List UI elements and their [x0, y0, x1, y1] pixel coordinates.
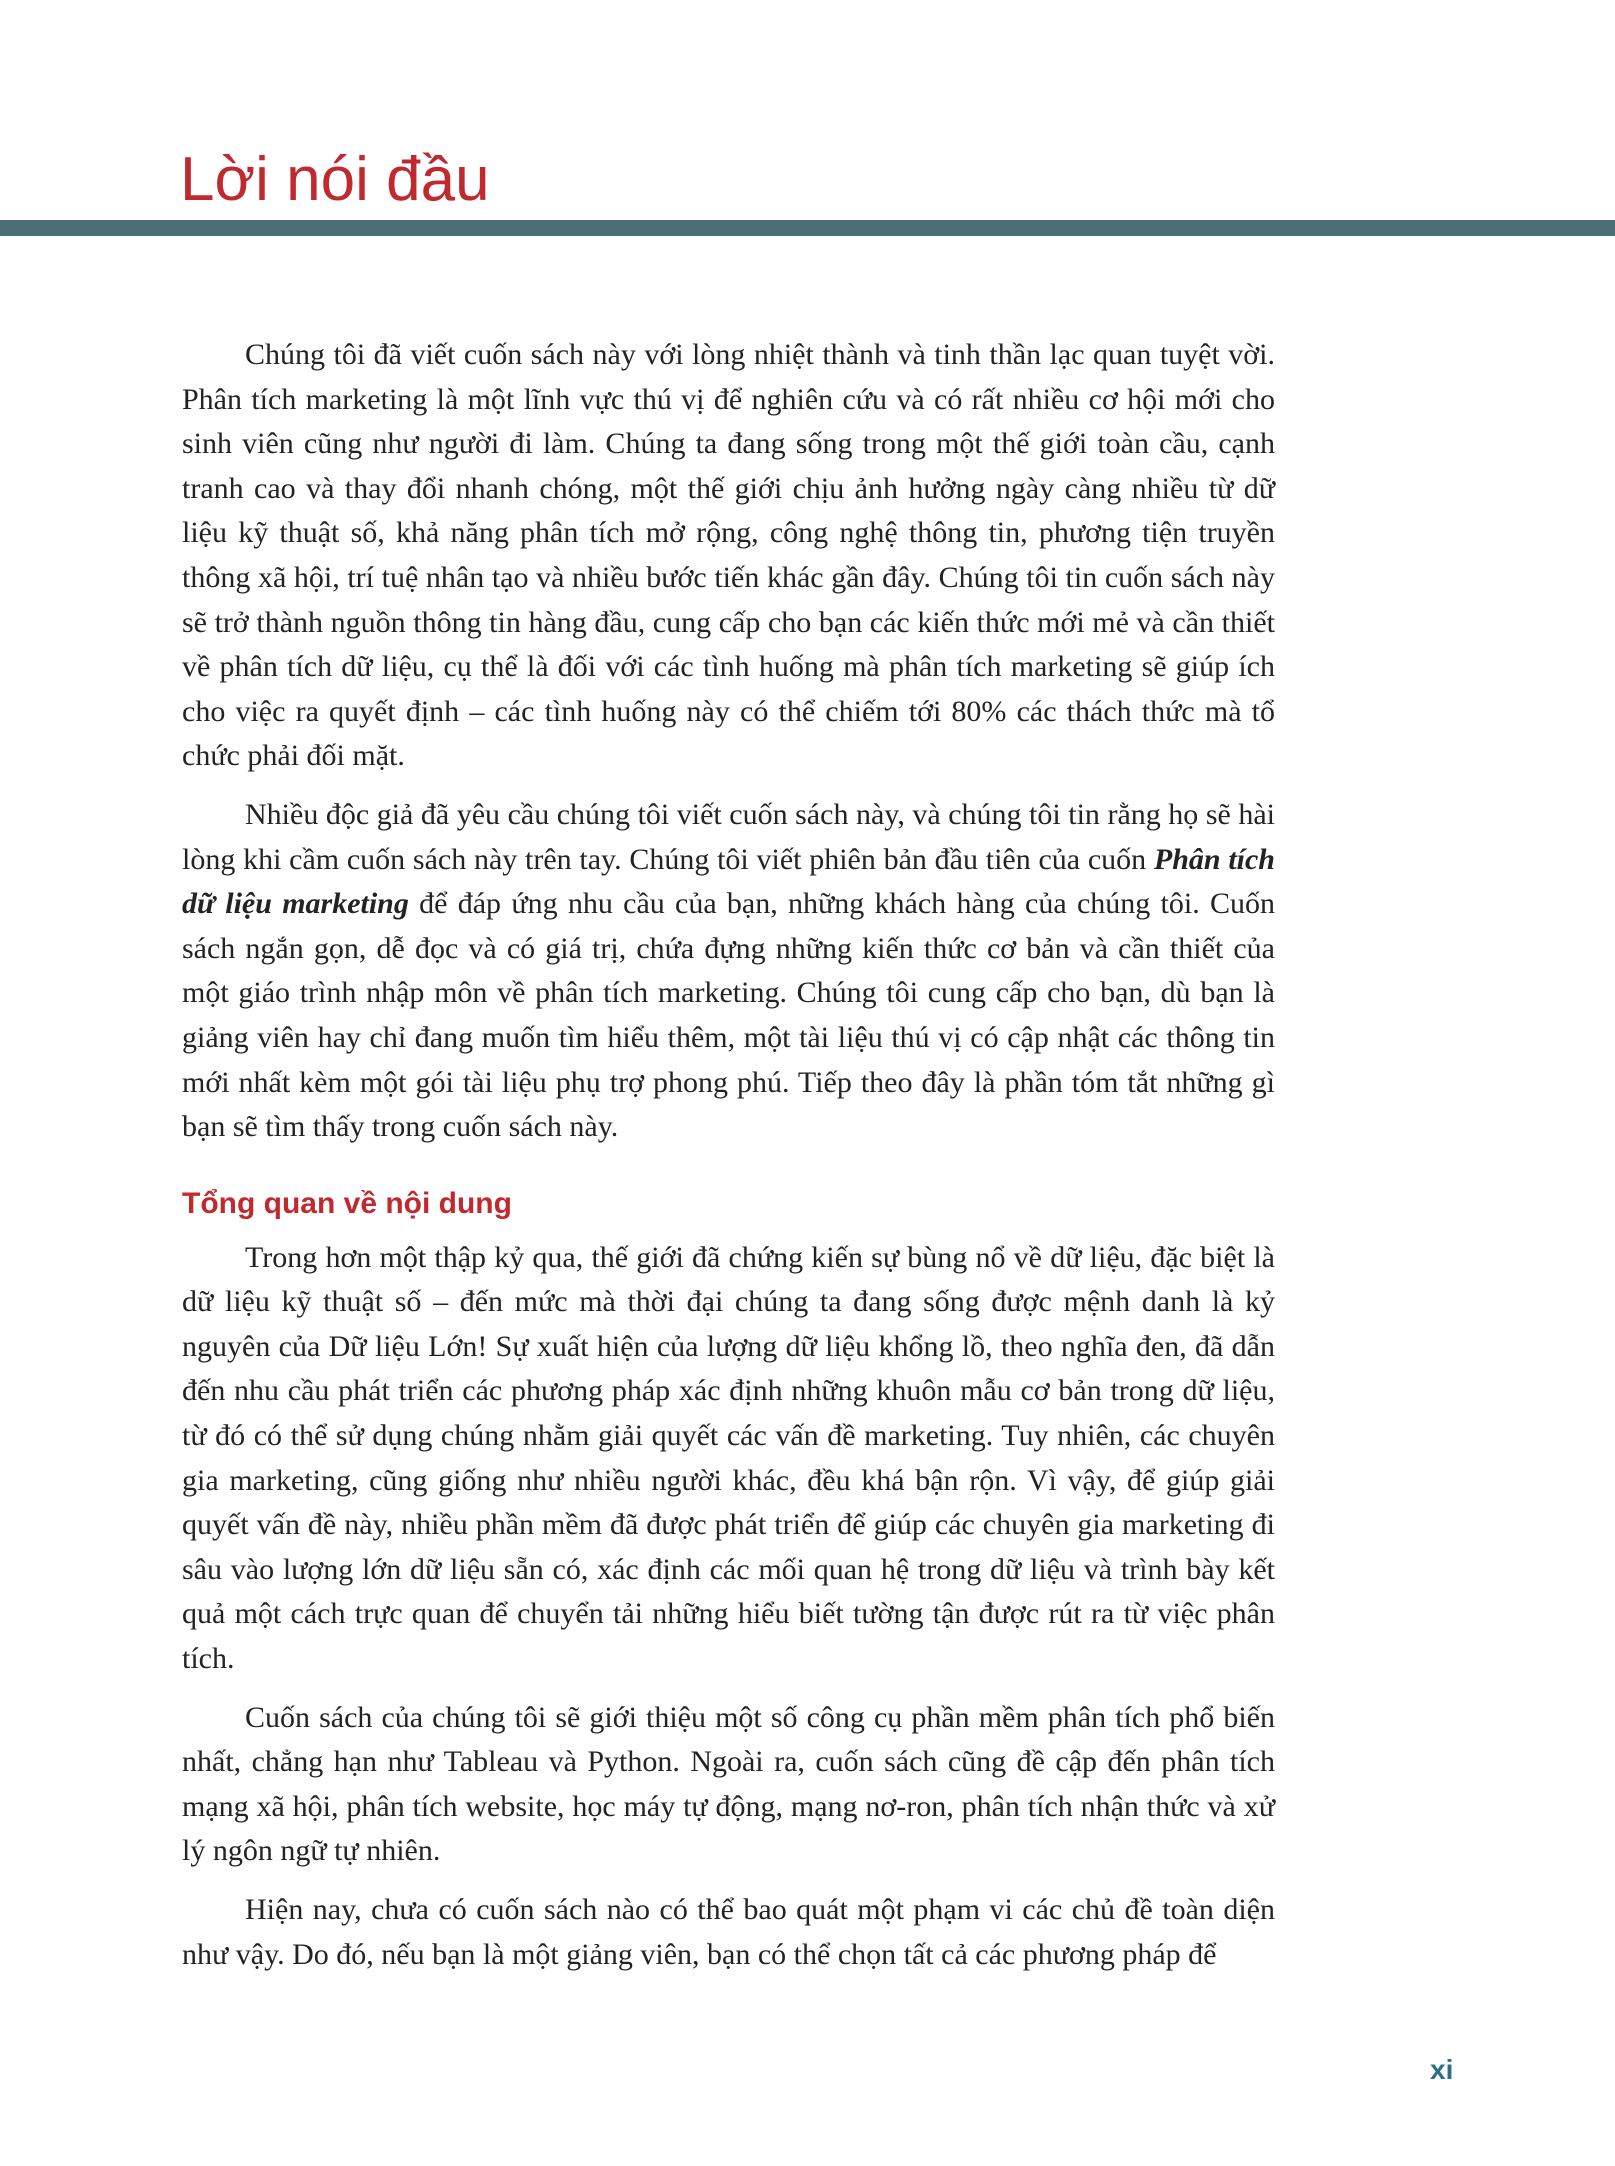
overview-paragraph-1: Trong hơn một thập kỷ qua, thế giới đã chứng kiến sự bùng nổ về dữ liệu, đặc biệt là dữ liệu kỹ thuật số – đến mức mà thời đại chúng ta đang sống được mệnh danh là kỷ nguyên của Dữ liệu Lớn! Sự xuất hiện của lượng dữ liệu khổng lồ, theo nghĩa đen, đã dẫn đến nhu cầu phát triển các phương pháp xác định những khuôn mẫu cơ bản trong dữ liệu, từ đó có thể sử dụng chúng nhằm giải quyết các vấn đề marketing. Tuy nhiên, các chuyên gia marketing, cũng giống như nhiều người khác, đều khá bận rộn. Vì vậy, để giúp giải quyết vấn đề này, nhiều phần mềm đã được phát triển để giúp các chuyên gia marketing đi sâu vào lượng lớn dữ liệu sẵn có, xác định các mối quan hệ trong dữ liệu và trình bày kết quả một cách trực quan để chuyển tải những hiểu biết tường tận được rút ra từ việc phân tích. — [182, 1240, 1275, 1676]
intro-paragraph-2 — [182, 793, 1275, 1150]
overview-paragraph-2: Cuốn sách của chúng tôi sẽ giới thiệu một số công cụ phần mềm phân tích phổ biến nhất, chẳng hạn như Tableau và Python. Ngoài ra, cuốn sách cũng đề cập đến phân tích mạng xã hội, phân tích website, học máy tự động, mạng nơ-ron, phân tích nhận thức và xử lý ngôn ngữ tự nhiên. — [182, 1700, 1275, 1868]
book-title: Phân tích dữ liệu marketing — [182, 842, 1275, 921]
page-body — [182, 333, 1275, 1977]
title-rule — [0, 220, 1615, 236]
page-number: xi — [1430, 2054, 1454, 2085]
section-heading: Tổng quan về nội dung — [182, 1186, 512, 1220]
page-title: Lời nói đầu — [180, 145, 490, 214]
intro-paragraph-2-start: Nhiều độc giả đã yêu cầu chúng tôi viết cuốn sách này, và chúng tôi tin rằng họ sẽ hài lòng khi cầm cuốn sách này trên tay. Chúng tôi viết phiên bản đầu tiên của cuốn — [182, 797, 1275, 876]
overview-paragraph-3: Hiện nay, chưa có cuốn sách nào có thể bao quát một phạm vi các chủ đề toàn diện như vậy. Do đó, nếu bạn là một giảng viên, bạn có thể chọn tất cả các phương pháp để — [182, 1893, 1275, 1971]
intro-paragraph-2-end: để đáp ứng nhu cầu của bạn, những khách hàng của chúng tôi. Cuốn sách ngắn gọn, dễ đọc và có giá trị, chứa đựng những kiến thức cơ bản và cần thiết của một giáo trình nhập môn về phân tích marketing. Chúng tôi cung cấp cho bạn, dù bạn là giảng viên hay chỉ đang muốn tìm hiểu thêm, một tài liệu thú vị có cập nhật các thông tin mới nhất kèm một gói tài liệu phụ trợ phong phú. Tiếp theo đây là phần tóm tắt những gì bạn sẽ tìm thấy trong cuốn sách này. — [182, 887, 1275, 1144]
intro-paragraph-1: Chúng tôi đã viết cuốn sách này với lòng nhiệt thành và tinh thần lạc quan tuyệt vời. Phân tích marketing là một lĩnh vực thú vị để nghiên cứu và có rất nhiều cơ hội mới cho sinh viên cũng như người đi làm. Chúng ta đang sống trong một thế giới toàn cầu, cạnh tranh cao và thay đổi nhanh chóng, một thế giới chịu ảnh hưởng ngày càng nhiều từ dữ liệu kỹ thuật số, khả năng phân tích mở rộng, công nghệ thông tin, phương tiện truyền thông xã hội, trí tuệ nhân tạo và nhiều bước tiến khác gần đây. Chúng tôi tin cuốn sách này sẽ trở thành nguồn thông tin hàng đầu, cung cấp cho bạn các kiến thức mới mẻ và cần thiết về phân tích dữ liệu, cụ thể là đối với các tình huống mà phân tích marketing sẽ giúp ích cho việc ra quyết định – các tình huống này có thể chiếm tới 80% các thách thức mà tổ chức phải đối mặt. — [182, 338, 1275, 773]
